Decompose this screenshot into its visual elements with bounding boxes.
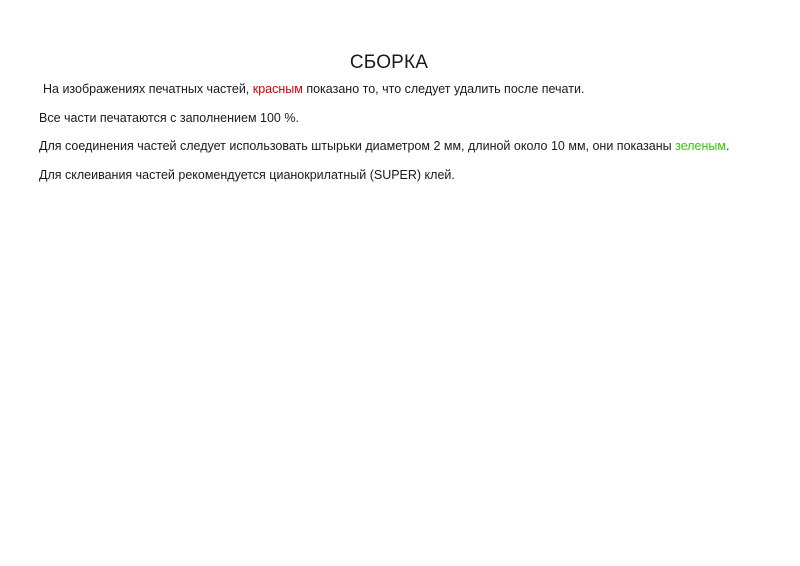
- paragraph-pins: [39, 138, 729, 154]
- paragraph-glue: Для склеивания частей рекомендуется цианокрилатный (SUPER) клей.: [39, 168, 455, 182]
- paragraph-red-parts-before: На изображениях печатных частей,: [43, 82, 253, 96]
- paragraph-red-parts: [43, 81, 584, 97]
- paragraph-pins-before: Для соединения частей следует использовать штырьки диаметром 2 мм, длиной около 10 мм, они показаны: [39, 139, 676, 153]
- paragraph-pins-after: .: [725, 139, 730, 153]
- paragraph-infill: Все части печатаются с заполнением 100 %.: [39, 111, 299, 125]
- paragraph-red-parts-after: показано то, что следует удалить после печати.: [302, 82, 585, 96]
- green-highlight-word: зеленым: [675, 139, 726, 153]
- page-title: СБОРКА: [349, 52, 429, 73]
- red-highlight-word: красным: [252, 82, 303, 96]
